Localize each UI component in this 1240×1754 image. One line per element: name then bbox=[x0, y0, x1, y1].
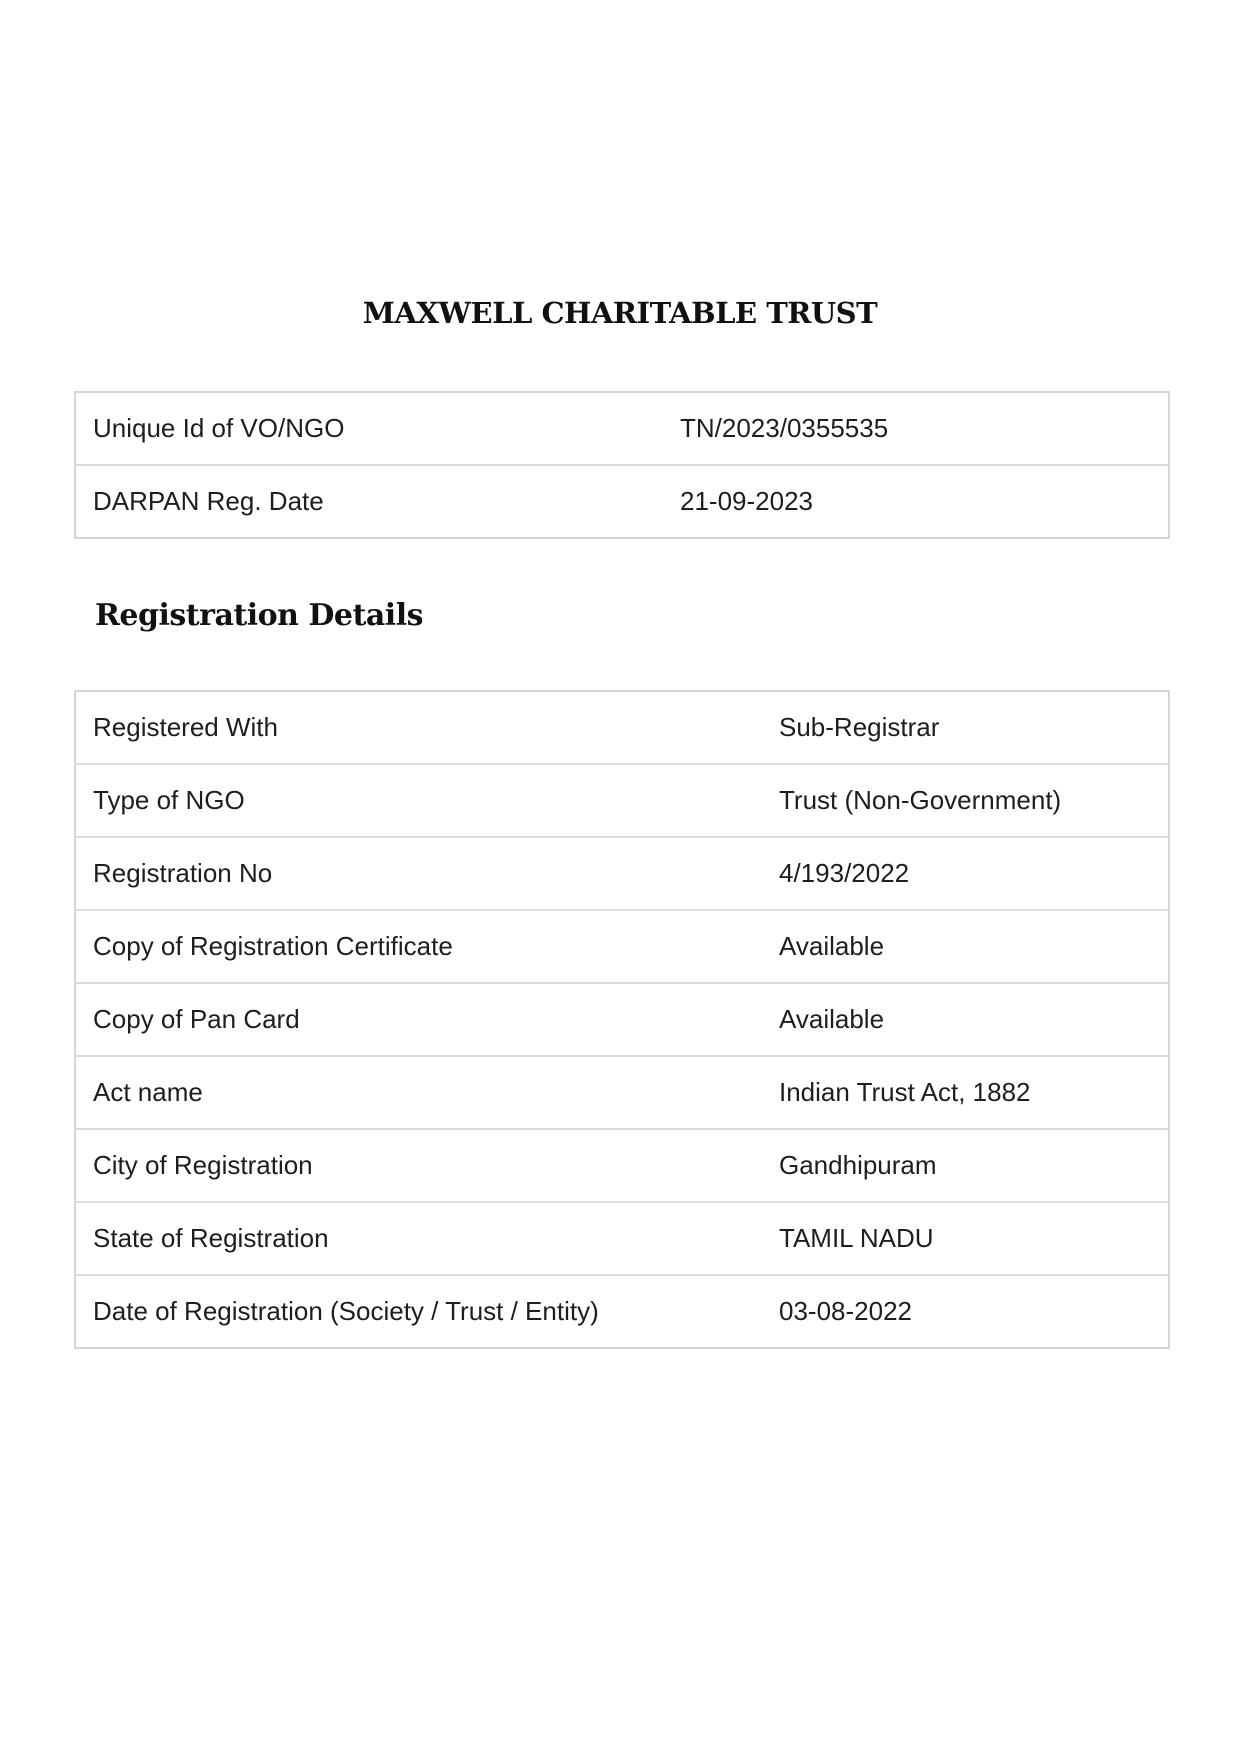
page-title: MAXWELL CHARITABLE TRUST bbox=[362, 296, 878, 330]
table-row bbox=[75, 691, 1169, 764]
act-name-label: Act name bbox=[75, 1056, 762, 1129]
registered-with-value: Sub-Registrar bbox=[762, 691, 1169, 764]
city-of-registration-value: Gandhipuram bbox=[762, 1129, 1169, 1202]
unique-id-label: Unique Id of VO/NGO bbox=[75, 392, 663, 465]
act-name-value: Indian Trust Act, 1882 bbox=[762, 1056, 1169, 1129]
table-row bbox=[75, 392, 1169, 465]
table-row bbox=[75, 910, 1169, 983]
pan-card-value: Available bbox=[762, 983, 1169, 1056]
section-heading: Registration Details bbox=[95, 598, 423, 633]
registration-no-label: Registration No bbox=[75, 837, 762, 910]
table-row bbox=[75, 1275, 1169, 1348]
ngo-type-label: Type of NGO bbox=[75, 764, 762, 837]
unique-id-value: TN/2023/0355535 bbox=[663, 392, 1169, 465]
darpan-reg-date-label: DARPAN Reg. Date bbox=[93, 486, 324, 516]
registration-certificate-value: Available bbox=[762, 910, 1169, 983]
table-row bbox=[75, 764, 1169, 837]
date-of-registration-label: Date of Registration (Society / Trust / Entity) bbox=[93, 1296, 599, 1326]
registration-no-value: 4/193/2022 bbox=[762, 837, 1169, 910]
table-row bbox=[75, 837, 1169, 910]
city-of-registration-label: City of Registration bbox=[75, 1129, 762, 1202]
ngo-type-value: Trust (Non-Government) bbox=[762, 764, 1169, 837]
table-row bbox=[75, 1202, 1169, 1275]
table-row bbox=[75, 465, 1169, 538]
table-row bbox=[75, 1056, 1169, 1129]
darpan-reg-date-value: 21-09-2023 bbox=[680, 486, 813, 516]
registration-details-table bbox=[74, 690, 1170, 1349]
state-of-registration-value: TAMIL NADU bbox=[762, 1202, 1169, 1275]
registered-with-label: Registered With bbox=[75, 691, 762, 764]
registration-certificate-label: Copy of Registration Certificate bbox=[75, 910, 762, 983]
darpan-info-table bbox=[74, 391, 1170, 539]
state-of-registration-label: State of Registration bbox=[75, 1202, 762, 1275]
pan-card-label: Copy of Pan Card bbox=[75, 983, 762, 1056]
table-row bbox=[75, 983, 1169, 1056]
table-row bbox=[75, 1129, 1169, 1202]
date-of-registration-value: 03-08-2022 bbox=[779, 1296, 912, 1326]
